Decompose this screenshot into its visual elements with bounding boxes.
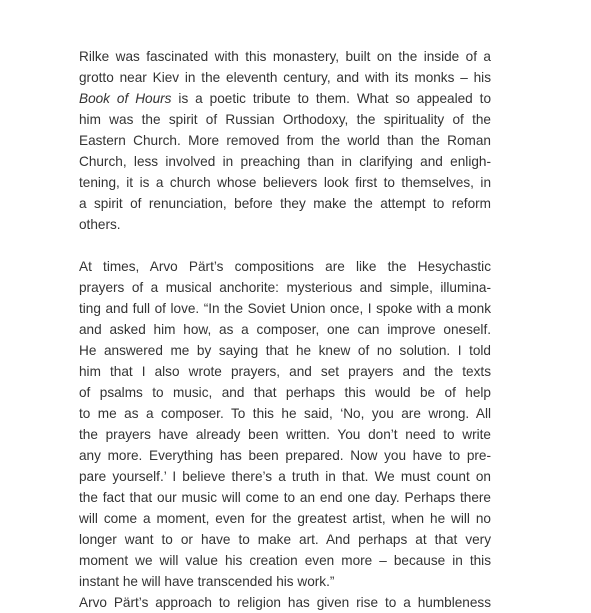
text-line: longer want to or have to make art. And perhaps at that very [79, 532, 491, 547]
text-line: He answered me by saying that he knew of no solution. I told [79, 343, 491, 358]
text-line: to me as a composer. To this he said, ‘No, you are wrong. All [79, 406, 491, 421]
text-line: any more. Everything has been prepared. Now you have to pre- [79, 448, 491, 463]
text-line: him that I also wrote prayers, and set prayers and the texts [79, 364, 491, 379]
text-line: a spirit of renunciation, before they make the attempt to reform [79, 196, 491, 211]
text-line: Eastern Church. More removed from the world than the Roman [79, 133, 491, 148]
text-line: the fact that our music will come to an end one day. Perhaps there [79, 490, 491, 505]
paragraph-part-compositions [79, 256, 491, 592]
text-line-rest: is a poetic tribute to them. What so appealed to [178, 91, 492, 106]
text-line: pare yourself.’ I believe there’s a truth in that. We must count on [79, 469, 491, 484]
text-line: grotto near Kiev in the eleventh century, and with its monks – his [79, 70, 491, 85]
text-line: moment we will value his creation even more – because in this [79, 553, 491, 568]
text-line: him was the spirit of Russian Orthodoxy, the spirituality of the [79, 112, 491, 127]
text-line: others. [79, 217, 121, 232]
text-line: tening, it is a church whose believers look first to themselves, in [79, 175, 491, 190]
paragraph-religion-approach [79, 592, 491, 613]
text-line: Arvo Pärt’s approach to religion has given rise to a humbleness [79, 595, 491, 610]
text-line: At times, Arvo Pärt’s compositions are like the Hesychastic [79, 259, 491, 274]
paragraph-rilke-monastery [79, 46, 491, 235]
paragraph-gap [79, 235, 491, 256]
text-line: prayers of a musical anchorite: mysterious and simple, illumina- [79, 280, 491, 295]
text-line: of psalms to music, and that perhaps this would be of help [79, 385, 491, 400]
text-line: instant he will have transcended his work.” [79, 574, 335, 589]
text-line: the prayers have already been written. You don’t need to write [79, 427, 491, 442]
text-line: will come a moment, even for the greatest artist, when he will no [79, 511, 491, 526]
text-line: Church, less involved in preaching than in clarifying and enligh- [79, 154, 491, 169]
text-line: ting and full of love. “In the Soviet Union once, I spoke with a monk [79, 301, 491, 316]
text-line [79, 88, 491, 109]
text-line: Rilke was fascinated with this monastery, built on the inside of a [79, 49, 491, 64]
text-column [79, 46, 491, 613]
text-line: and asked him how, as a composer, one can improve oneself. [79, 322, 491, 337]
book-title: Book of Hours [79, 91, 172, 106]
